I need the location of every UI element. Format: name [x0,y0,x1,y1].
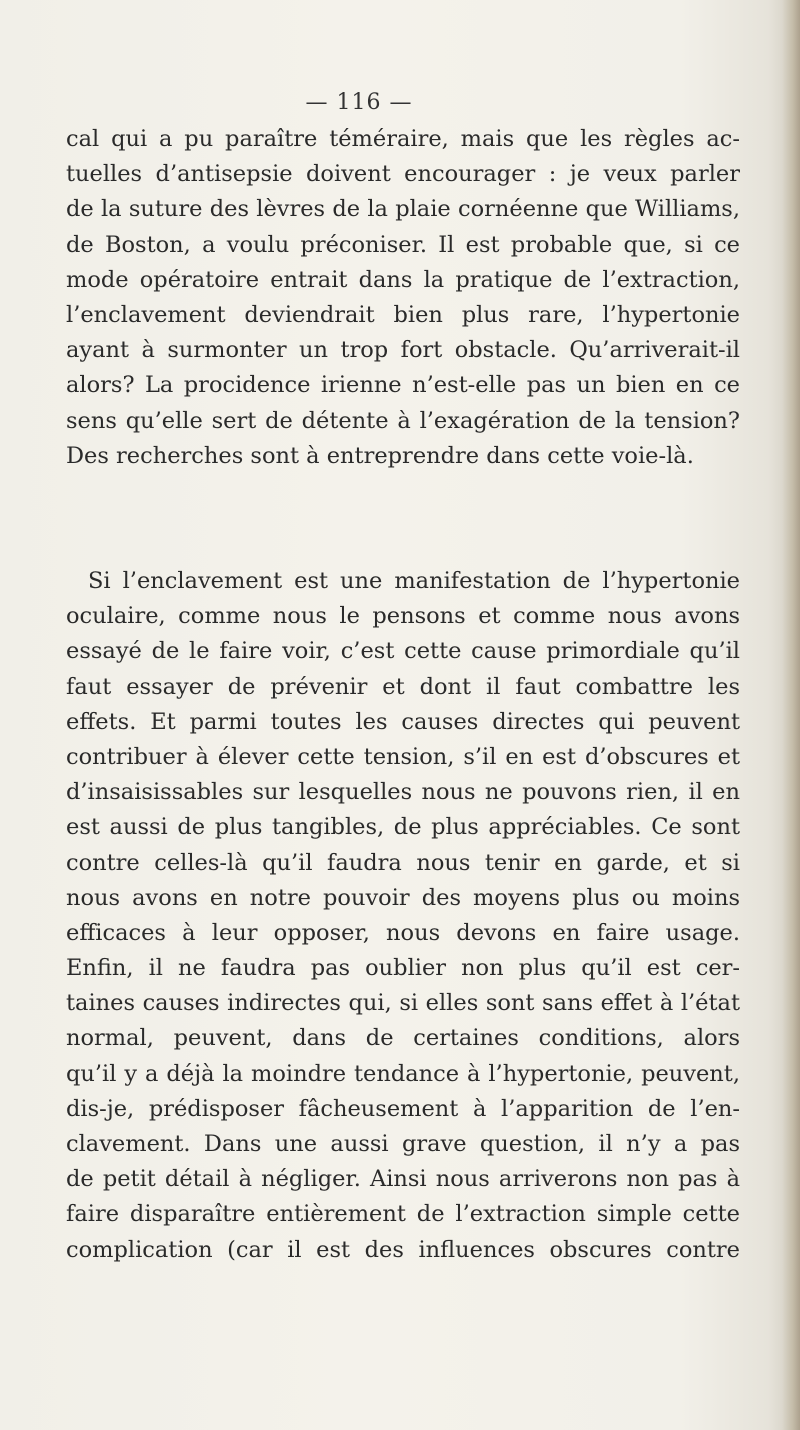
text-line: effets. Et parmi toutes les causes directes qui peuvent [66,708,740,735]
text-line: essayé de le faire voir, c’est cette cause primordiale qu’il [66,638,740,665]
text-line: d’insaisissables sur lesquelles nous ne pouvons rien, il en [66,779,740,806]
text-line: de la suture des lèvres de la plaie cornéenne que Williams, [66,196,740,223]
text-line: de petit détail à négliger. Ainsi nous arriverons non pas à [66,1166,740,1193]
text-line: contribuer à élever cette tension, s’il en est d’obscures et [66,743,740,770]
text-line: Des recherches sont à entreprendre dans cette voie-là. [66,442,694,469]
text-line: complication (car il est des influences obscures contre [66,1236,740,1263]
text-line: sens qu’elle sert de détente à l’exagération de la tension? [66,407,740,434]
text-line: normal, peuvent, dans de certaines conditions, alors [66,1025,740,1052]
text-line: nous avons en notre pouvoir des moyens plus ou moins [66,884,740,911]
text-line: clavement. Dans une aussi grave question, il n’y a pas [66,1131,740,1157]
text-line: l’enclavement deviendrait bien plus rare, l’hypertonie [66,301,740,328]
text-line: Enfin, il ne faudra pas oublier non plus qu’il est cer- [66,955,740,982]
text-line: est aussi de plus tangibles, de plus appréciables. Ce sont [66,814,740,841]
text-line: efficaces à leur opposer, nous devons en faire usage. [66,919,740,946]
text-line: qu’il y a déjà la moindre tendance à l’hypertonie, peuvent, [66,1060,740,1087]
text-line: cal qui a pu paraître téméraire, mais que les règles ac- [66,126,740,152]
text-line: dis-je, prédisposer fâcheusement à l’apparition de l’en- [66,1095,740,1122]
text-line: tuelles d’antisepsie doivent encourager : je veux parler [66,161,740,188]
text-line: faire disparaître entièrement de l’extraction simple cette [66,1201,740,1228]
text-line: alors? La procidence irienne n’est-elle pas un bien en ce [66,372,740,399]
page-number: — 116 — [305,90,413,115]
paragraph-1 [66,122,740,474]
text-line: ayant à surmonter un trop fort obstacle. Qu’arriverait-il [66,337,740,364]
text-line: faut essayer de prévenir et dont il faut combattre les [66,673,740,700]
text-line: taines causes indirectes qui, si elles sont sans effet à l’état [66,990,740,1017]
paragraph-2 [66,564,740,1268]
text-line: de Boston, a voulu préconiser. Il est probable que, si ce [66,231,740,258]
page-edge-shadow [782,0,800,1430]
text-line: mode opératoire entrait dans la pratique de l’extraction, [66,266,740,293]
text-line: contre celles-là qu’il faudra nous tenir en garde, et si [66,849,740,876]
text-line: Si l’enclavement est une manifestation de l’hypertonie [88,568,740,594]
text-line: oculaire, comme nous le pensons et comme nous avons [66,603,740,630]
